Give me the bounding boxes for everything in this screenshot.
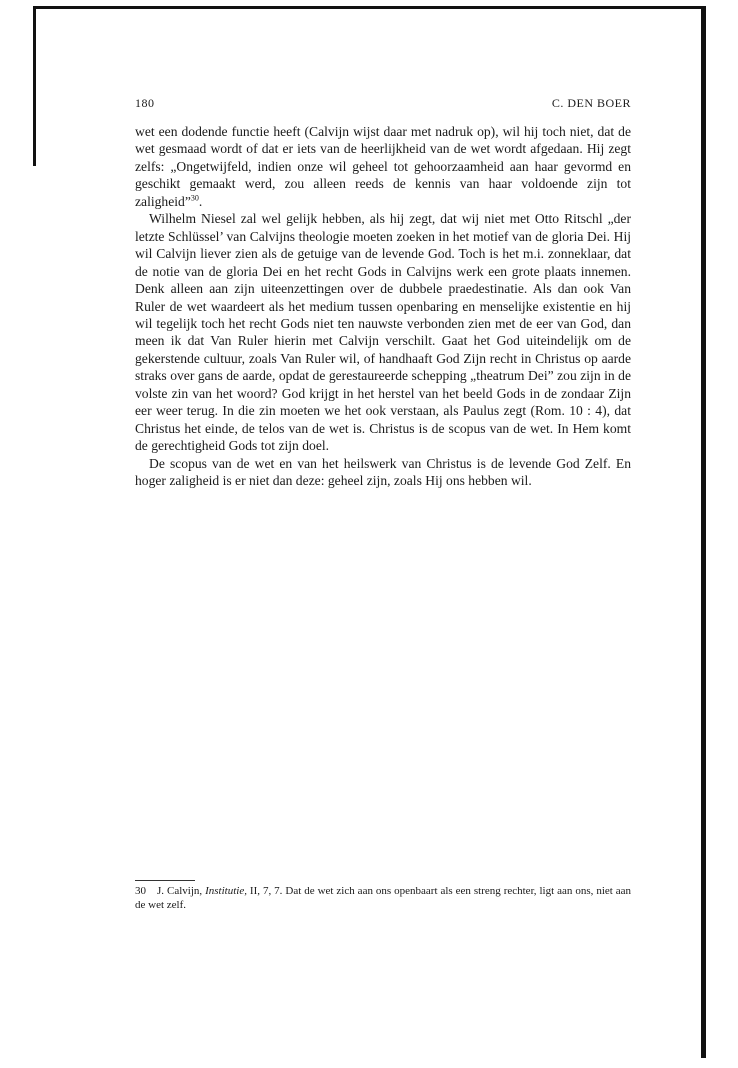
scan-border-top — [33, 6, 705, 9]
footnote-reference[interactable]: 30 — [190, 193, 199, 203]
footnote-separator — [135, 880, 195, 881]
running-header — [135, 96, 631, 111]
scan-border-left — [33, 6, 36, 166]
footnote-text: Dat de wet zich aan ons openbaart als een streng rechter, ligt aan ons, niet aan de wet zelf. — [135, 885, 632, 911]
footnote-author: J. Calvijn, — [157, 885, 203, 897]
paragraph-1-end: . — [198, 193, 203, 209]
paragraph-1 — [135, 123, 631, 210]
paragraph-2: Wilhelm Niesel zal wel gelijk hebben, als hij zegt, dat wij niet met Otto Ritschl „der letzte Schlüssel’ van Calvijns theologie moeten zoeken in het motief van de gloria Dei. Hij wil Calvijn liever zien als de getuige van de levende God. Toch is het m.i. zonneklaar, dat de notie van de gloria Dei en het recht Gods in Calvijns werk een grote plaats innemen. Denk alleen aan zijn uiteenzettingen over de dubbele praedestinatie. Als dan ook Van Ruler de wet waardeert als het medium tussen openbaring en menselijke existentie en hij wil tegelijk toch het recht Gods niet ten nauwste verbonden zien met de eer van God, dan meen ik dat Van Ruler hierin met Calvijn verschilt. Gaat het God uiteindelijk om de gekerstende cultuur, zoals Van Ruler wil, of handhaaft God Zijn recht in Christus op aarde straks over gans de aarde, opdat de gerestaureerde schepping „theatrum Dei” zou zijn in de volste zin van het woord? God krijgt in het herstel van het beeld Gods in de zondaar Zijn eer weer terug. In die zin moeten we het ook verstaan, als Paulus zegt (Rom. 10 : 4), dat Christus het einde, de telos van de wet is. Christus is de scopus van de wet. In Hem komt de gerechtigheid Gods tot zijn doel. — [135, 211, 631, 454]
page-number: 180 — [135, 96, 155, 110]
paragraph-1-text: wet een dodende functie heeft (Calvijn wijst daar met nadruk op), wil hij toch niet, dat de wet gesmaad wordt of dat er iets van de heerlijkheid van de wet wordt afgedaan. Hij zegt zelfs: „Ongetwijfeld, indien onze wil geheel tot gehoorzaamheid aan haar gevormd en geschikt gemaakt werd, zou alleen reeds de kennis van haar voldoende zijn tot zaligheid” — [135, 124, 631, 209]
footnote — [135, 885, 631, 912]
body-text — [135, 123, 631, 490]
paragraph-3: De scopus van de wet en van het heilswerk van Christus is de levende God Zelf. En hoger zaligheid is er niet dan deze: geheel zijn, zoals Hij ons hebben wil. — [135, 455, 631, 489]
footnote-ref: II, 7, 7. — [249, 885, 283, 897]
footnote-title: Institutie, — [205, 885, 247, 897]
page-content — [135, 96, 631, 490]
scan-border-right — [701, 6, 706, 1058]
running-title: C. DEN BOER — [551, 96, 631, 110]
footnote-number: 30 — [135, 885, 146, 897]
